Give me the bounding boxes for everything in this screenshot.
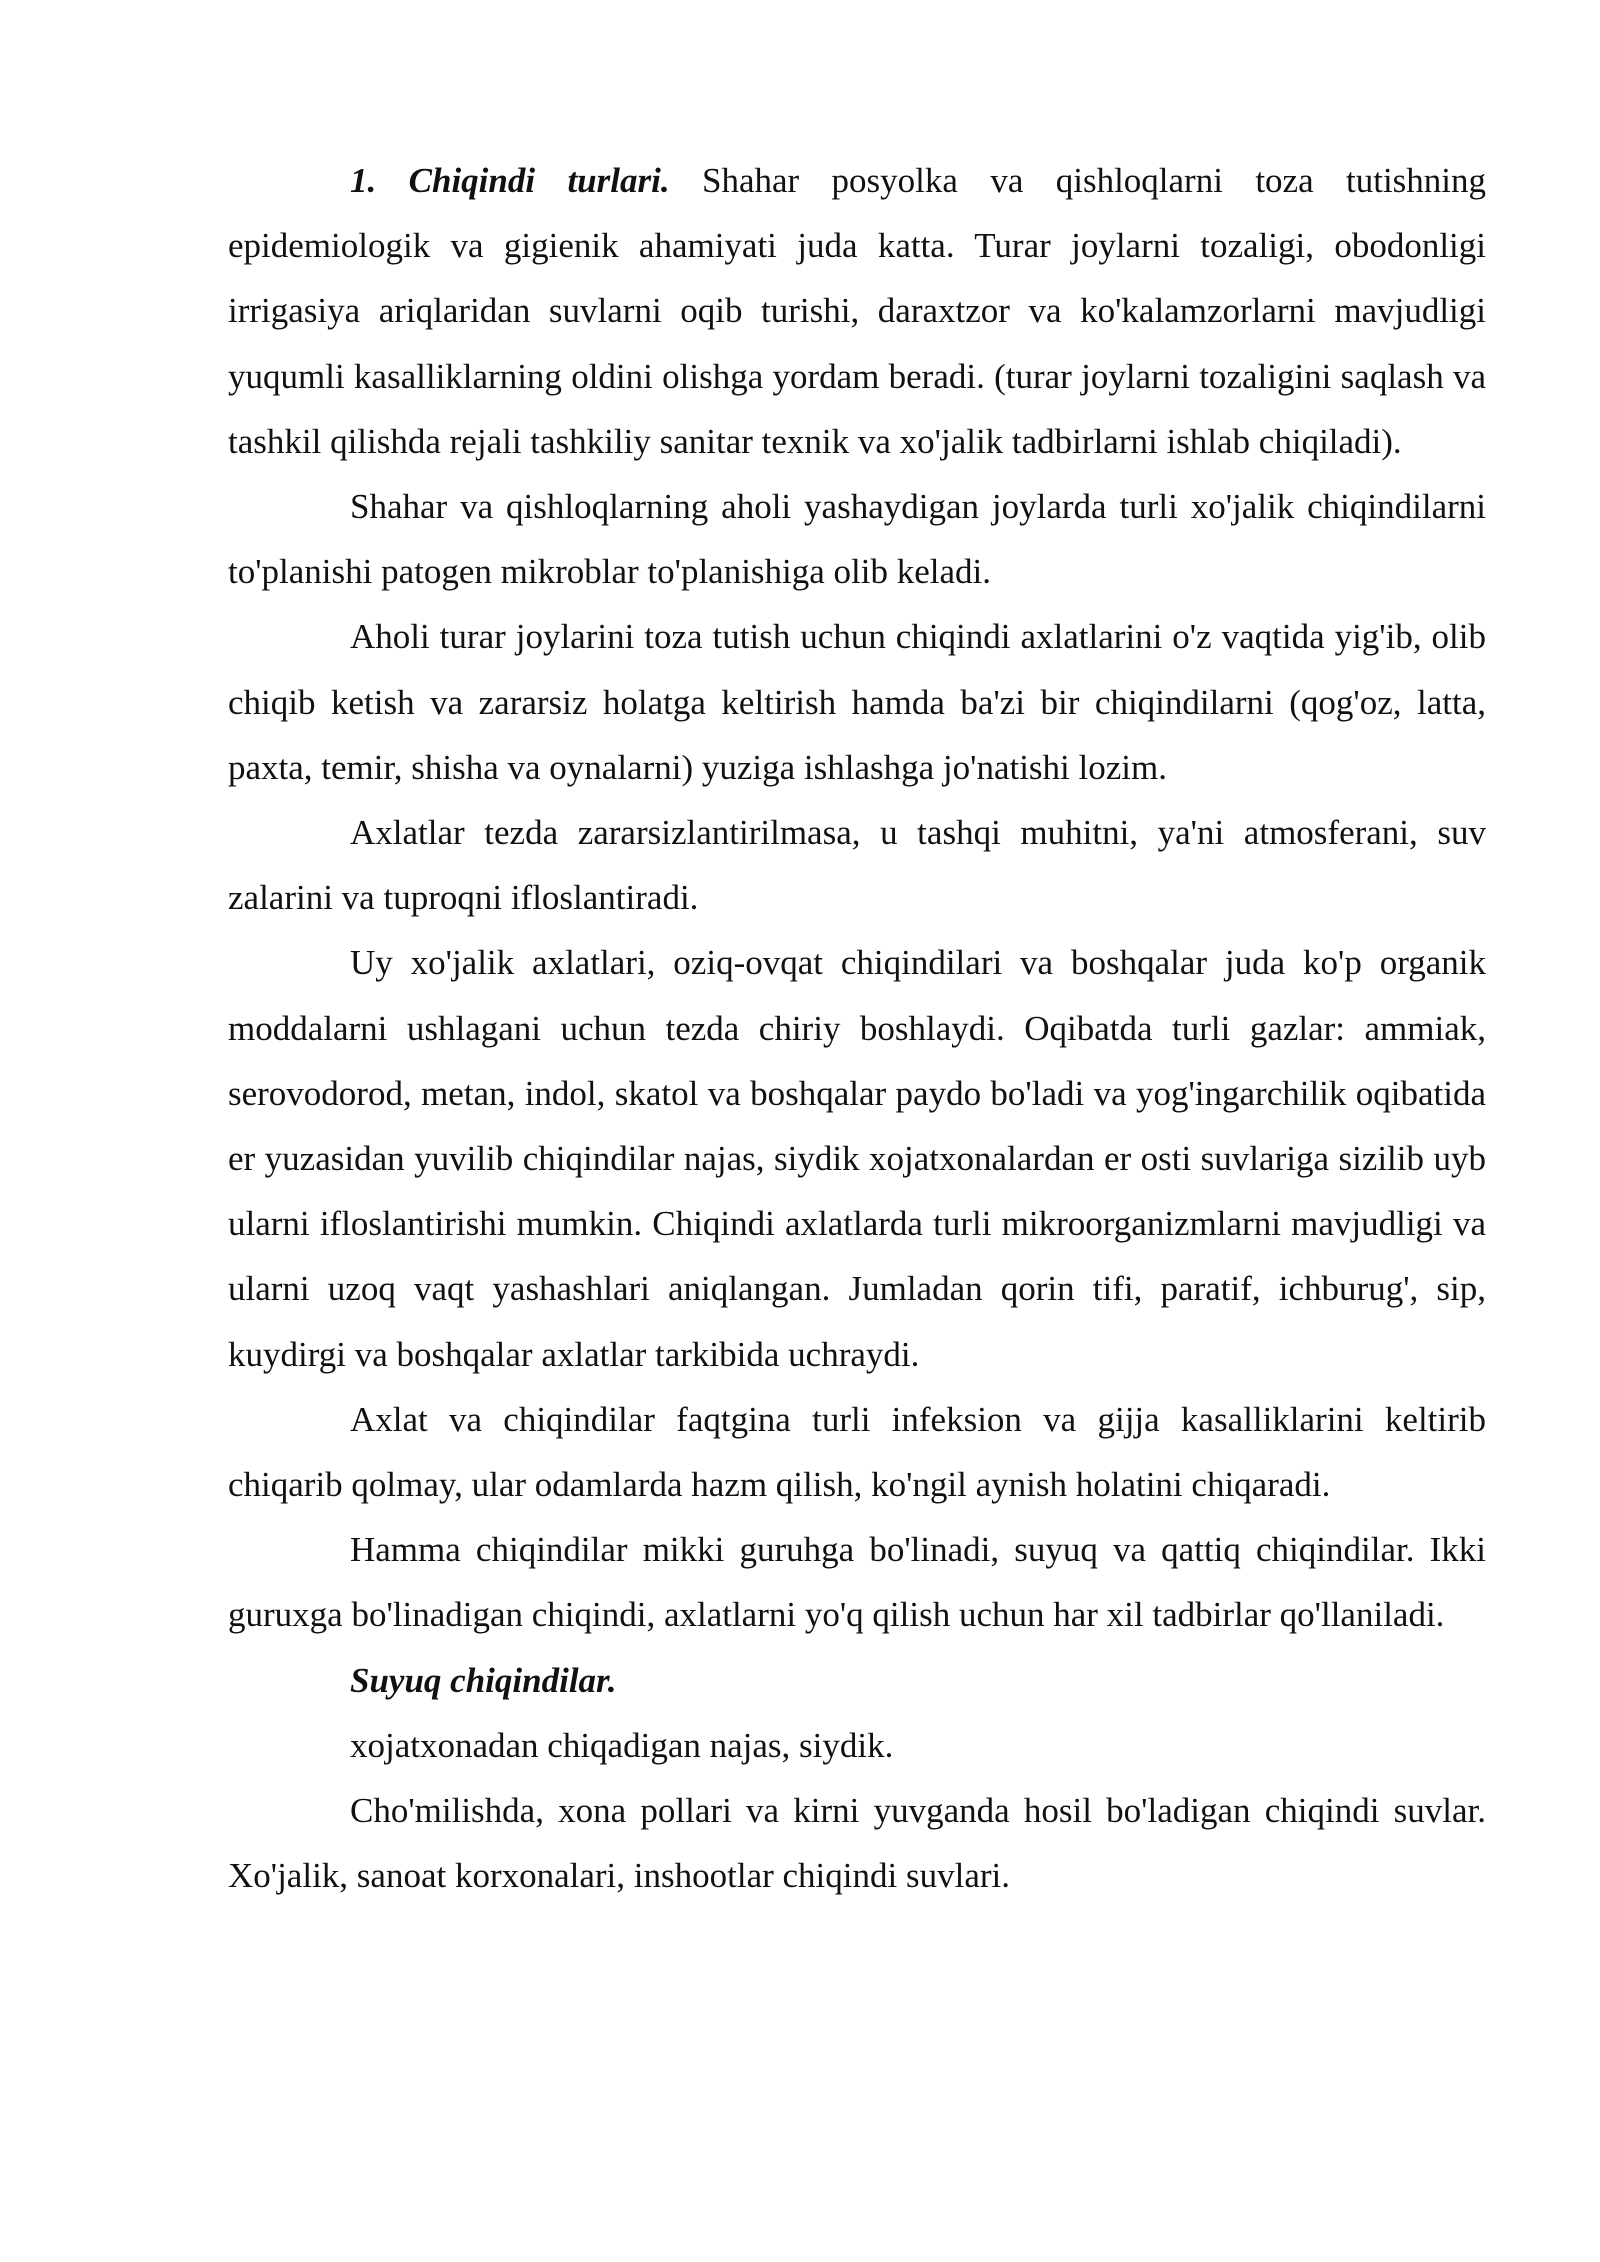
paragraph-intro-text: Shahar posyolka va qishloqlarni toza tutishning epidemiologik va gigienik ahamiyati juda katta. Turar joylarni tozaligi, obodonligi irrigasiya ariqlaridan suvlarni oqib turishi, daraxtzor va ko'kalamzorlarni mavjudligi yuqumli kasalliklarning oldini olishga yordam beradi. (turar joylarni tozaligini saqlash va tashkil qilishda rejali tashkiliy sanitar texnik va xo'jalik tadbirlarni ishlab chiqiladi). — [228, 161, 1487, 461]
list-paragraph-2: Cho'milishda, xona pollari va kirni yuvganda hosil bo'ladigan chiqindi suvlar. Xo'jalik, sanoat korxonalari, inshootlar chiqindi suvlari. — [228, 1791, 1486, 1896]
paragraph-6: Axlat va chiqindilar faqtgina turli infeksion va gijja kasalliklarini keltirib chiqarib qolmay, ular odamlarda hazm qilish, ko'ngil aynish holatini chiqaradi. — [228, 1399, 1486, 1505]
paragraph-5: Uy xo'jalik axlatlari, oziq-ovqat chiqindilari va boshqalar juda ko'p organik moddalarni ushlagani uchun tezda chiriy boshlaydi. Oqibatda turli gazlar: ammiak, serovodorod, metan, indol, skatol va boshqalar paydo bo'ladi va yog'ingarchilik oqibatida er yuzasidan yuvilib chiqindilar najas, siydik xojatxonalardan er osti suvlariga sizilib uyb ularni ifloslantirishi mumkin. Chiqindi axlatlarda turli mikroorganizmlarni mavjudligi va ularni uzoq vaqt yashashlari aniqlangan. Jumladan qorin tifi, paratif, ichburug', sip, kuydirgi va boshqalar axlatlar tarkibida uchraydi. — [228, 943, 1486, 1374]
paragraph-2: Shahar va qishloqlarning aholi yashaydigan joylarda turli xo'jalik chiqindilarni to'planishi patogen mikroblar to'planishiga olib keladi. — [228, 487, 1486, 592]
paragraph-intro — [228, 148, 1486, 474]
document-page — [228, 148, 1486, 1908]
list-paragraph-1: xojatxonadan chiqadigan najas, siydik. — [350, 1725, 894, 1765]
paragraph-3: Aholi turar joylarini toza tutish uchun chiqindi axlatlarini o'z vaqtida yig'ib, olib chiqib ketish va zararsiz holatga keltirish hamda ba'zi bir chiqindilarni (qog'oz, latta, paxta, temir, shisha va oynalarni) yuziga ishlashga jo'natishi lozim. — [228, 617, 1486, 787]
paragraph-7: Hamma chiqindilar mikki guruhga bo'linadi, suyuq va qattiq chiqindilar. Ikki guruxga bo'linadigan chiqindi, axlatlarni yo'q qilish uchun har xil tadbirlar qo'llaniladi. — [228, 1530, 1486, 1635]
paragraph-4: Axlatlar tezda zararsizlantirilmasa, u tashqi muhitni, ya'ni atmosferani, suv zalarini va tuproqni ifloslantiradi. — [228, 813, 1486, 918]
section-heading: 1. Chiqindi turlari. — [350, 161, 670, 200]
subheading-liquid-waste: Suyuq chiqindilar. — [350, 1660, 617, 1700]
